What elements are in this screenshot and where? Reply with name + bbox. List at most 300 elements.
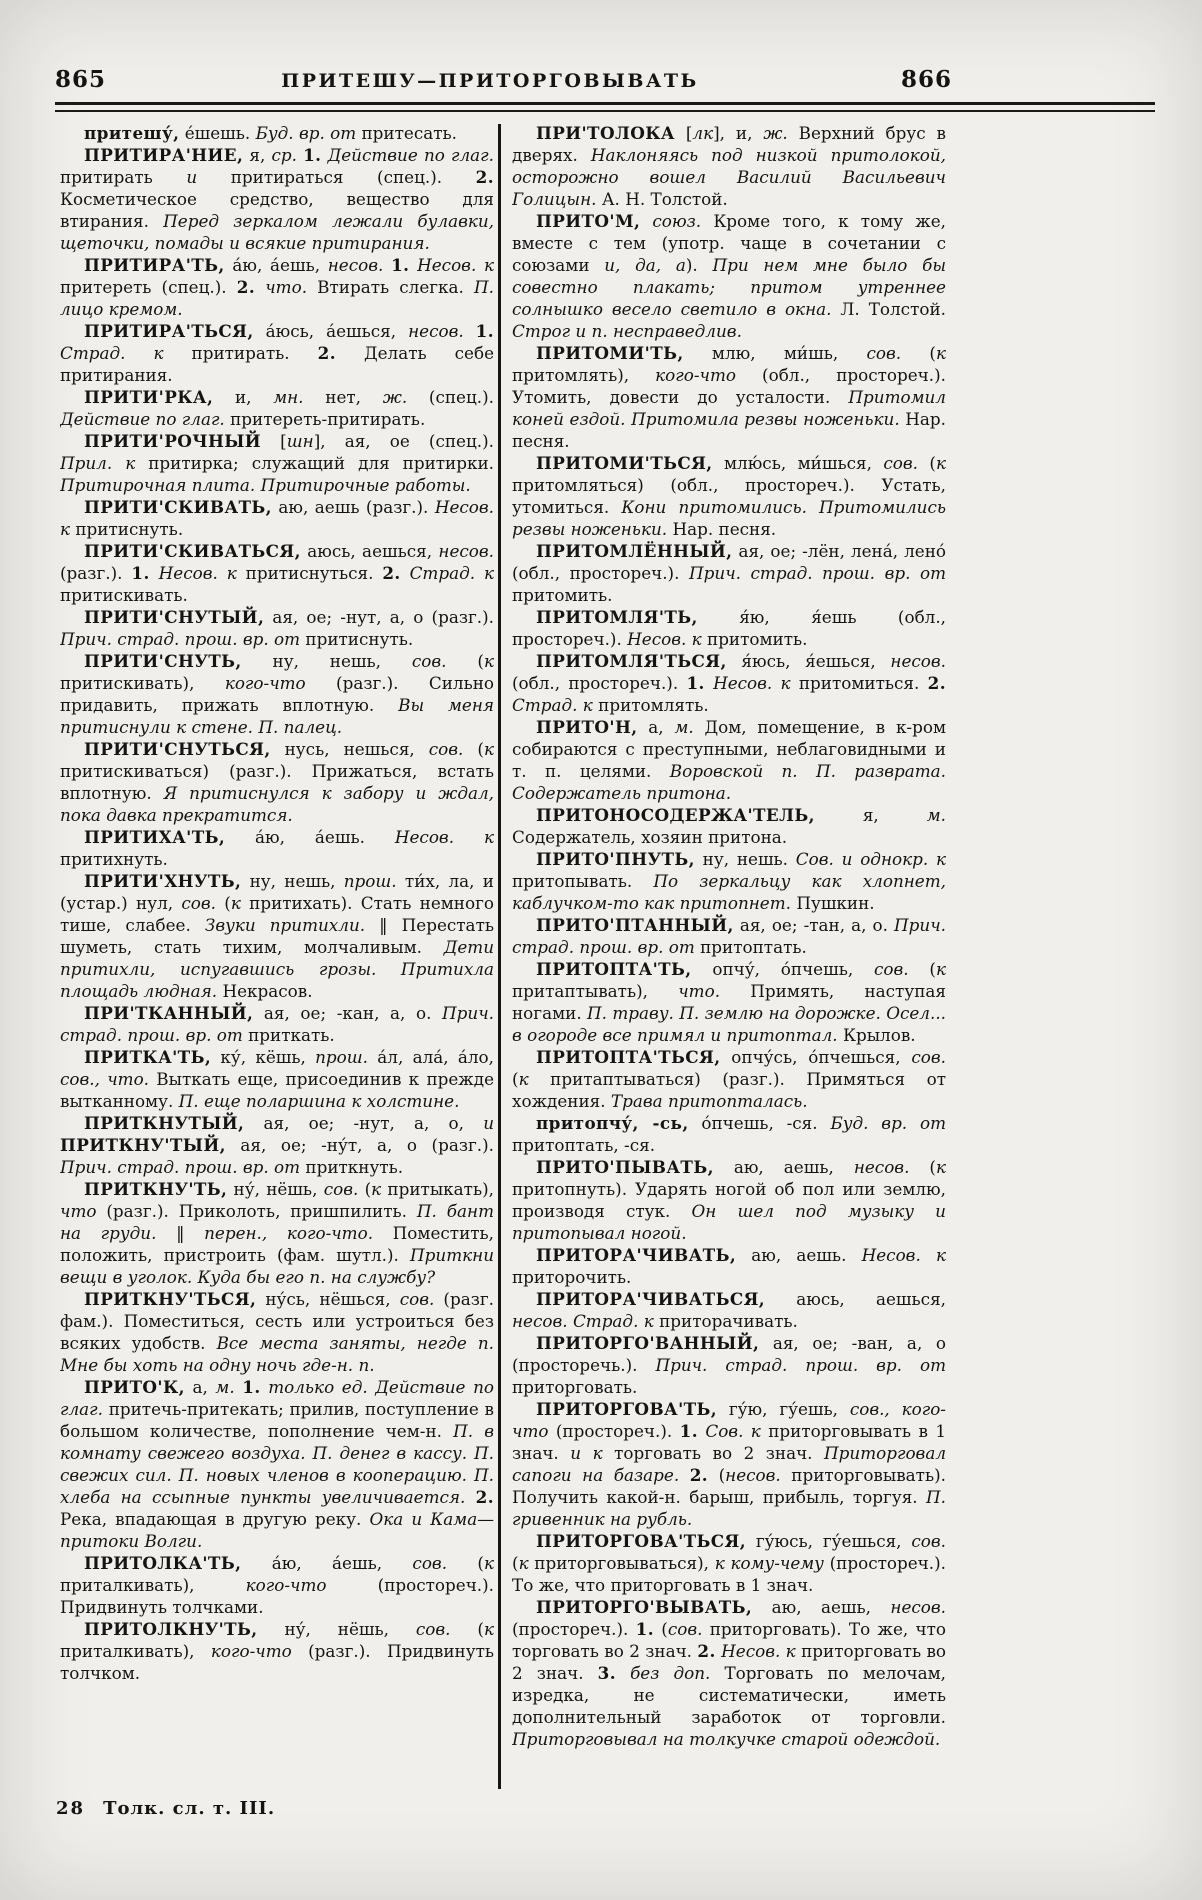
- entry-text: ну́, нёшь,: [257, 1619, 416, 1639]
- entry-italic-text: сов.: [911, 1047, 946, 1067]
- entry-headword-or-number: ПРИТОМИ'ТЬСЯ,: [536, 453, 713, 473]
- entry-text: опчу́, о́пчешь,: [691, 959, 874, 979]
- entry-italic-text: Страд. к: [512, 695, 593, 715]
- entry-headword-or-number: ПРИТИ'РОЧНЫЙ: [84, 431, 262, 451]
- entry-italic-text: Страд. к: [572, 1311, 654, 1331]
- entry-text: я,: [243, 145, 272, 165]
- dictionary-entry: [512, 958, 946, 1046]
- entry-italic-text: без доп.: [630, 1663, 711, 1683]
- entry-italic-text: Прич. страд. прош. вр. от: [512, 915, 946, 957]
- entry-headword-or-number: ПРИТО'М,: [536, 211, 641, 231]
- entry-text: аю, аешь,: [752, 1597, 891, 1617]
- entry-italic-text: к: [371, 1179, 382, 1199]
- entry-text: ну́сь, нёшься,: [256, 1289, 400, 1309]
- entry-headword-or-number: ПРИ'ТКАННЫЙ,: [84, 1003, 254, 1023]
- entry-text: [409, 255, 417, 275]
- entry-italic-text: мн.: [273, 387, 304, 407]
- entry-text: (: [512, 1069, 519, 1089]
- entry-text: Поместить, положить, пристроить (фам. шутл.).: [60, 1223, 494, 1265]
- entry-text: приторговываться),: [528, 1553, 715, 1573]
- dictionary-entry: [512, 1288, 946, 1332]
- entry-headword-or-number: 1.: [475, 321, 494, 341]
- dictionary-entry: [512, 606, 946, 650]
- entry-headword-or-number: ПРИТИРА'НИЕ,: [84, 145, 244, 165]
- dictionary-entry: [512, 342, 946, 452]
- entry-text: приторговать.: [512, 1377, 638, 1397]
- entry-headword-or-number: ПРИТОРГО'ВЫВАТЬ,: [536, 1597, 753, 1617]
- entry-text: притыкать),: [381, 1179, 494, 1199]
- entry-italic-text: сов., что.: [60, 1069, 150, 1089]
- entry-italic-text: Он шел под музыку и притопывал ногой.: [512, 1201, 946, 1243]
- dictionary-entry: [60, 1046, 494, 1112]
- dictionary-entry: [60, 870, 494, 1002]
- entry-italic-text: к: [935, 959, 946, 979]
- entry-headword-or-number: ПРИТИХА'ТЬ,: [84, 827, 226, 847]
- entry-italic-text: сов.: [911, 1531, 946, 1551]
- entry-italic-text: Страд. к: [60, 343, 164, 363]
- entry-italic-text: к: [935, 453, 946, 473]
- entry-headword-or-number: ПРИТИРА'ТЬСЯ,: [84, 321, 254, 341]
- entry-headword-or-number: ПРИТОПТА'ТЬ,: [536, 959, 692, 979]
- entry-headword-or-number: ПРИТКНУ'ТЫЙ,: [60, 1135, 226, 1155]
- entry-headword-or-number: 1.: [303, 145, 322, 165]
- entry-italic-text: Воровской п. П. разврата. Содержатель притона.: [512, 761, 946, 803]
- entry-text: ).: [685, 255, 713, 275]
- entry-italic-text: сов.: [667, 1619, 703, 1639]
- entry-italic-text: и: [483, 1113, 494, 1133]
- entry-text: ая, ое; -ван, а, о (просторечь.).: [512, 1333, 946, 1375]
- entry-headword-or-number: ПРИТОМЛЯ'ТЬСЯ,: [536, 651, 727, 671]
- entry-italic-text: Строг и п. несправедлив.: [512, 321, 742, 341]
- dictionary-entry: [512, 1398, 946, 1530]
- entry-headword-or-number: 2.: [689, 1465, 709, 1485]
- entry-italic-text: к: [518, 1553, 529, 1573]
- entry-italic-text: сов.: [873, 959, 909, 979]
- entry-text: (простореч.).: [512, 1619, 636, 1639]
- entry-text: Верхний брус в дверях.: [512, 123, 946, 165]
- entry-italic-text: Несов. к: [861, 1245, 946, 1265]
- entry-italic-text: Кони притомились. Притомились резвы ноженьки.: [512, 497, 946, 539]
- entry-italic-text: Несов. к: [158, 563, 237, 583]
- entry-italic-text: Я притиснулся к забору и ждал, пока давка прекратится.: [60, 783, 494, 825]
- dictionary-entry: [60, 606, 494, 650]
- entry-headword-or-number: ПРИТИ'СКИВАТЬСЯ,: [84, 541, 301, 561]
- entry-text: (: [909, 1157, 936, 1177]
- entry-text: я́ю, я́ешь (обл., простореч.).: [512, 607, 946, 649]
- entry-italic-text: к: [483, 1619, 494, 1639]
- entry-text: млю, ми́шь,: [683, 343, 867, 363]
- entry-text: приторговать). То же, что торговать во 2 знач.: [512, 1619, 946, 1661]
- entry-italic-text: Приткни вещи в уголок. Куда бы его п. на службу?: [60, 1245, 494, 1287]
- entry-headword-or-number: ПРИТОНОСОДЕРЖА'ТЕЛЬ,: [536, 805, 815, 825]
- dictionary-entry: [512, 1332, 946, 1398]
- entry-text: [616, 1663, 630, 1683]
- entry-italic-text: кого-что: [245, 1575, 327, 1595]
- entry-text: Л. Толстой.: [831, 299, 946, 319]
- entry-headword-or-number: 2.: [475, 167, 494, 187]
- entry-italic-text: несов.: [725, 1465, 781, 1485]
- entry-text: ая, ое; -ну́т, а, о (разг.).: [225, 1135, 494, 1155]
- entry-text: Содержатель, хозяин притона.: [512, 827, 788, 847]
- entry-text: Выткать еще, присоединив к прежде вытканному.: [60, 1069, 494, 1111]
- entry-italic-text: Прич. страд. прош. вр. от: [60, 629, 301, 649]
- entry-italic-text: П. гривенник на рубль.: [512, 1487, 946, 1529]
- entry-italic-text: Наклоняясь под низкой притолокой, осторожно вошел Василий Васильевич Голицын.: [512, 145, 946, 209]
- entry-italic-text: несов.: [327, 255, 384, 275]
- entry-text: [: [674, 123, 693, 143]
- entry-text: [465, 1487, 475, 1507]
- dictionary-entry: [60, 254, 494, 320]
- entry-headword-or-number: 1.: [686, 673, 705, 693]
- entry-text: ая, ое; -нут, а, о,: [244, 1113, 484, 1133]
- entry-text: притомить.: [701, 629, 808, 649]
- entry-text: (: [908, 959, 936, 979]
- entry-text: притопывать.: [512, 871, 654, 891]
- entry-headword-or-number: 2.: [236, 277, 256, 297]
- entry-italic-text: сов., кого-что: [512, 1399, 946, 1441]
- entry-text: аюсь, аешься,: [765, 1289, 946, 1309]
- entry-headword-or-number: 2.: [317, 343, 336, 363]
- entry-headword-or-number: ПРИТОРГОВА'ТЬ,: [536, 1399, 718, 1419]
- dictionary-entry: [60, 1112, 494, 1178]
- dictionary-entry: [60, 122, 494, 144]
- entry-italic-text: к: [935, 343, 946, 363]
- entry-italic-text: Действие по глаг.: [327, 145, 494, 165]
- entry-text: (: [447, 1553, 484, 1573]
- entry-text: притомлять),: [512, 365, 656, 385]
- entry-italic-text: что.: [265, 277, 308, 297]
- entry-text: (: [215, 893, 231, 913]
- entry-text: А. Н. Толстой.: [596, 189, 728, 209]
- dictionary-entry: [512, 1046, 946, 1112]
- entry-italic-text: лк: [692, 123, 714, 143]
- entry-italic-text: к: [483, 1553, 494, 1573]
- entry-italic-text: сов.: [428, 739, 464, 759]
- entry-text: притиснуться.: [236, 563, 383, 583]
- entry-italic-text: к: [230, 893, 241, 913]
- entry-text: (простореч.).: [548, 1421, 680, 1441]
- entry-text: притихать). Стать немного тише, слабее.: [60, 893, 494, 935]
- entry-italic-text: к кому-чему: [714, 1553, 824, 1573]
- dictionary-entry: [60, 1178, 494, 1288]
- entry-text: притирка; служащий для притирки.: [135, 453, 494, 473]
- entry-headword-or-number: ПРИТОЛКНУ'ТЬ,: [84, 1619, 258, 1639]
- entry-text: ], ая, ое (спец.).: [313, 431, 494, 451]
- entry-headword-or-number: ПРИТИ'СКИВАТЬ,: [84, 497, 272, 517]
- entry-text: притискиваться) (разг.). Прижаться, встать вплотную.: [60, 761, 494, 803]
- entry-headword-or-number: 2.: [697, 1641, 716, 1661]
- page-number-right: 866: [901, 66, 953, 93]
- entry-italic-text: Перед зеркалом лежали булавки, щеточки, помады и всякие притирания.: [60, 211, 494, 253]
- dictionary-entry: [60, 1552, 494, 1618]
- entry-italic-text: несов.: [438, 541, 494, 561]
- entry-italic-text: прош.: [343, 871, 397, 891]
- entry-text: [640, 211, 652, 231]
- entry-text: притереть (спец.).: [60, 277, 237, 297]
- entry-text: Некрасов.: [217, 981, 313, 1001]
- dictionary-entry: [512, 650, 946, 716]
- entry-text: приторговывать в 1 знач.: [512, 1421, 946, 1463]
- entry-italic-text: Несов. к: [627, 629, 702, 649]
- entry-headword-or-number: ПРИТО'ПНУТЬ,: [536, 849, 695, 869]
- entry-text: аюсь, аешься,: [300, 541, 439, 561]
- dictionary-entry: [60, 386, 494, 430]
- entry-italic-text: Прич. страд. прош. вр. от: [689, 563, 946, 583]
- dictionary-entry: [60, 496, 494, 540]
- entry-text: ая, ое; -лён, лена́, лено́ (обл., простореч.).: [512, 541, 946, 583]
- dictionary-entry: [60, 430, 494, 496]
- entry-text: притечь-притекать; прилив, поступление в большом количестве, пополнение чем-н.: [60, 1399, 494, 1441]
- entry-italic-text: сов.: [399, 1289, 435, 1309]
- entry-italic-text: П. в комнату свежего воздуха. П. денег в кассу. П. свежих сил. П. новых членов в кооперацию. П. хлеба на ссыпные пункты увеличивается.: [60, 1421, 494, 1507]
- entry-text: аю, аешь,: [713, 1157, 854, 1177]
- entry-text: притоптать.: [694, 937, 807, 957]
- entry-text: притомлять.: [592, 695, 709, 715]
- entry-headword-or-number: 2.: [382, 563, 401, 583]
- entry-text: Крылов.: [837, 1025, 916, 1045]
- entry-text: (: [917, 453, 936, 473]
- column-divider-rule: [498, 124, 501, 1789]
- entry-text: (разг.). Придвинуть толчком.: [60, 1641, 494, 1683]
- entry-text: приторочить.: [512, 1267, 632, 1287]
- entry-headword-or-number: 1.: [131, 563, 150, 583]
- entry-text: ‖: [156, 1223, 205, 1243]
- entry-italic-text: несов.: [512, 1311, 568, 1331]
- entry-text: нет,: [303, 387, 383, 407]
- entry-text: притирать: [60, 167, 187, 187]
- entry-text: ‖ Перестать шуметь, стать тихим, молчаливым.: [60, 915, 494, 957]
- dictionary-entry: [512, 1244, 946, 1288]
- dictionary-entry: [60, 540, 494, 606]
- dictionary-entry: [512, 1596, 946, 1750]
- entry-headword-or-number: ПРИТКНУ'ТЬСЯ,: [84, 1289, 257, 1309]
- dictionary-entry: [512, 1112, 946, 1156]
- dictionary-entry: [60, 826, 494, 870]
- entry-headword-or-number: ПРИТИ'СНУТЫЙ,: [84, 607, 265, 627]
- entry-headword-or-number: ПРИТОПТА'ТЬСЯ,: [536, 1047, 721, 1067]
- entry-headword-or-number: ПРИТОРА'ЧИВАТЬ,: [536, 1245, 737, 1265]
- entry-italic-text: П. траву. П. землю на дорожке. Осел... в огороде все примял и притоптал.: [512, 1003, 946, 1045]
- entry-italic-text: Притирочная плита. Притирочные работы.: [60, 475, 471, 495]
- entry-text: притесать.: [356, 123, 457, 143]
- entry-italic-text: несов.: [890, 651, 946, 671]
- entry-italic-text: к: [483, 739, 494, 759]
- entry-text: [255, 277, 265, 297]
- entry-headword-or-number: ПРИТКНУТЫЙ,: [84, 1113, 245, 1133]
- entry-text: притирать.: [163, 343, 318, 363]
- entry-text: приткнуть.: [300, 1157, 404, 1177]
- entry-text: (обл., простореч.). Утомить, довести до усталости.: [512, 365, 946, 407]
- entry-italic-text: и: [186, 167, 198, 187]
- entry-italic-text: кого-что: [655, 365, 736, 385]
- entry-headword-or-number: 3.: [597, 1663, 616, 1683]
- entry-text: ну, нешь.: [694, 849, 796, 869]
- entry-text: [383, 255, 391, 275]
- entry-headword-or-number: ПРИТОРА'ЧИВАТЬСЯ,: [536, 1289, 766, 1309]
- entry-italic-text: Буд. вр. от: [830, 1113, 946, 1133]
- entry-text: е́шешь.: [179, 123, 256, 143]
- page-number-left: 865: [55, 66, 107, 93]
- entry-italic-text: прош.: [315, 1047, 369, 1067]
- entry-italic-text: союз.: [652, 211, 702, 231]
- entry-italic-text: П. бант на груди.: [60, 1201, 494, 1243]
- entry-text: а,: [637, 717, 675, 737]
- entry-text: (простореч.). То же, что приторговать в 1 знач.: [512, 1553, 946, 1595]
- entry-text: приткать.: [242, 1025, 335, 1045]
- entry-text: гу́юсь, гу́ешься,: [745, 1531, 912, 1551]
- entry-text: (разг.).: [60, 563, 132, 583]
- entry-italic-text: Приторговал сапоги на базаре.: [512, 1443, 946, 1485]
- footer-imprint: [56, 1798, 275, 1819]
- entry-headword-or-number: ПРИТОМЛЯ'ТЬ,: [536, 607, 698, 627]
- entry-italic-text: несов.: [853, 1157, 910, 1177]
- entry-text: притомляться) (обл., простореч.). Устать, утомиться.: [512, 475, 946, 517]
- entry-text: ку́, кёшь,: [211, 1047, 316, 1067]
- entry-text: (: [708, 1465, 726, 1485]
- entry-italic-text: к: [483, 651, 494, 671]
- entry-text: приталкивать),: [60, 1641, 211, 1661]
- entry-text: притомиться.: [790, 673, 928, 693]
- entry-italic-text: к: [518, 1069, 529, 1089]
- entry-italic-text: Несов. к: [713, 673, 791, 693]
- entry-text: торговать во 2 знач.: [602, 1443, 825, 1463]
- entry-text: Дом, помещение, в к-ром собираются с преступными, неблаговидными и т. п. целями.: [512, 717, 946, 781]
- entry-italic-text: перен., кого-что.: [204, 1223, 374, 1243]
- dictionary-entry: [512, 716, 946, 804]
- entry-italic-text: Страд. к: [409, 563, 494, 583]
- entry-text: нусь, нешься,: [270, 739, 429, 759]
- dictionary-entry: [512, 1156, 946, 1244]
- entry-text: Пушкин.: [790, 893, 875, 913]
- entry-text: (: [901, 343, 936, 363]
- entry-headword-or-number: ПРИТИ'РКА,: [84, 387, 214, 407]
- entry-headword-or-number: ПРИТОРГОВА'ТЬСЯ,: [536, 1531, 746, 1551]
- entry-text: притиснуть.: [300, 629, 414, 649]
- entry-text: я́юсь, я́ешься,: [726, 651, 891, 671]
- entry-text: [705, 673, 713, 693]
- entry-text: притопнуть). Ударять ногой об пол или землю, производя стук.: [512, 1179, 946, 1221]
- entry-italic-text: Прил. к: [60, 453, 136, 473]
- entry-italic-text: м.: [926, 805, 946, 825]
- entry-text: приторачивать.: [653, 1311, 798, 1331]
- entry-text: а́юсь, а́ешься,: [253, 321, 409, 341]
- entry-text: (простореч.). Придвинуть толчками.: [60, 1575, 494, 1617]
- entry-text: Примять, наступая ногами.: [512, 981, 946, 1023]
- dictionary-entry: [60, 1288, 494, 1376]
- entry-italic-text: что.: [678, 981, 721, 1001]
- entry-headword-or-number: ПРИТО'ПЫВАТЬ,: [536, 1157, 714, 1177]
- entry-text: (: [653, 1619, 668, 1639]
- entry-italic-text: Сов. к: [705, 1421, 761, 1441]
- entry-italic-text: ж.: [763, 123, 788, 143]
- dictionary-entry: [512, 914, 946, 958]
- entry-italic-text: Прич. страд. прош. вр. от: [655, 1355, 946, 1375]
- dictionary-entry: [60, 1002, 494, 1046]
- dictionary-entry: [512, 1530, 946, 1596]
- header-rule: [55, 102, 1155, 112]
- entry-italic-text: только ед. Действие по глаг.: [60, 1377, 494, 1419]
- entry-text: и,: [213, 387, 274, 407]
- right-column: [512, 122, 946, 1800]
- entry-italic-text: Дети притихли, испугавшись грозы. Притихла площадь людная.: [60, 937, 494, 1001]
- entry-italic-text: Несов. к: [60, 497, 494, 539]
- entry-italic-text: ж.: [382, 387, 408, 407]
- entry-text: Кроме того, к тому же, вместе с тем (употр. чаще в сочетании с союзами: [512, 211, 946, 275]
- entry-italic-text: и, да, а: [604, 255, 686, 275]
- left-column: [60, 122, 494, 1800]
- entry-italic-text: Несов. к: [394, 827, 494, 847]
- entry-headword-or-number: ПРИТИ'СНУТЬ,: [84, 651, 242, 671]
- entry-headword-or-number: ПРИТОМЛЁННЫЙ,: [536, 541, 733, 561]
- entry-italic-text: Все места заняты, негде п. Мне бы хоть на одну ночь где-н. п.: [60, 1333, 494, 1375]
- entry-text: [150, 563, 159, 583]
- entry-italic-text: П. лицо кремом.: [60, 277, 494, 319]
- entry-headword-or-number: 2.: [475, 1487, 494, 1507]
- entry-italic-text: сов.: [866, 343, 902, 363]
- entry-headword-or-number: 1.: [679, 1421, 698, 1441]
- entry-italic-text: сов.: [415, 1619, 451, 1639]
- dictionary-entry: [60, 1376, 494, 1552]
- entry-text: аю, аешь.: [736, 1245, 862, 1265]
- entry-text: ая, ое; -тан, а, о.: [733, 915, 895, 935]
- entry-text: притаптываться) (разг.). Примяться от хождения.: [512, 1069, 946, 1111]
- entry-text: (: [358, 1179, 372, 1199]
- entry-text: млю́сь, ми́шься,: [712, 453, 884, 473]
- entry-text: (: [446, 651, 484, 671]
- dictionary-entry: [512, 452, 946, 540]
- entry-italic-text: Прич. страд. прош. вр. от: [60, 1003, 494, 1045]
- entry-text: аю, аешь (разг.).: [271, 497, 435, 517]
- entry-text: (: [450, 1619, 484, 1639]
- dictionary-entry: [512, 540, 946, 606]
- dictionary-entry: [512, 210, 946, 342]
- entry-headword-or-number: 2.: [927, 673, 946, 693]
- entry-text: [: [261, 431, 287, 451]
- dictionary-entry: [512, 804, 946, 848]
- entry-text: а́ю, а́ешь,: [224, 255, 328, 275]
- entry-italic-text: сов.: [181, 893, 216, 913]
- entry-text: о́пчешь, -ся.: [688, 1113, 831, 1133]
- dictionary-entry: [60, 144, 494, 254]
- entry-italic-text: ср.: [271, 145, 297, 165]
- entry-headword-or-number: притопчу́, -сь,: [536, 1113, 689, 1133]
- dictionary-entry: [60, 320, 494, 386]
- entry-headword-or-number: ПРИТО'ПТАННЫЙ,: [536, 915, 734, 935]
- entry-italic-text: кого-что: [224, 673, 306, 693]
- entry-text: ну, нешь,: [241, 871, 344, 891]
- entry-text: Косметическое средство, вещество для втирания.: [60, 189, 494, 231]
- entry-italic-text: Ока и Кама—притоки Волги.: [60, 1509, 494, 1551]
- entry-text: а́ю, а́ешь.: [225, 827, 395, 847]
- entry-italic-text: Несов. к: [417, 255, 494, 275]
- entry-headword-or-number: ПРИ'ТОЛОКА: [536, 123, 675, 143]
- entry-italic-text: Вы меня притиснули к стене. П. палец.: [60, 695, 494, 737]
- entry-italic-text: кого-что: [210, 1641, 292, 1661]
- entry-text: (: [512, 1553, 519, 1573]
- entry-text: (обл., простореч.).: [512, 673, 687, 693]
- entry-text: [464, 321, 476, 341]
- entry-text: Река, впадающая в другую реку.: [60, 1509, 370, 1529]
- entry-headword-or-number: ПРИТО'Н,: [536, 717, 638, 737]
- entry-text: ну, нешь,: [241, 651, 412, 671]
- entry-italic-text: Буд. вр. от: [255, 123, 357, 143]
- entry-headword-or-number: ПРИТОМИ'ТЬ,: [536, 343, 684, 363]
- entry-text: ая, ое; -кан, а, о.: [253, 1003, 443, 1023]
- entry-italic-text: П. еще поларшина к холстине.: [178, 1091, 460, 1111]
- entry-text: Делать себе притирания.: [60, 343, 494, 385]
- entry-text: притаптывать),: [512, 981, 679, 1001]
- entry-text: ], и,: [713, 123, 764, 143]
